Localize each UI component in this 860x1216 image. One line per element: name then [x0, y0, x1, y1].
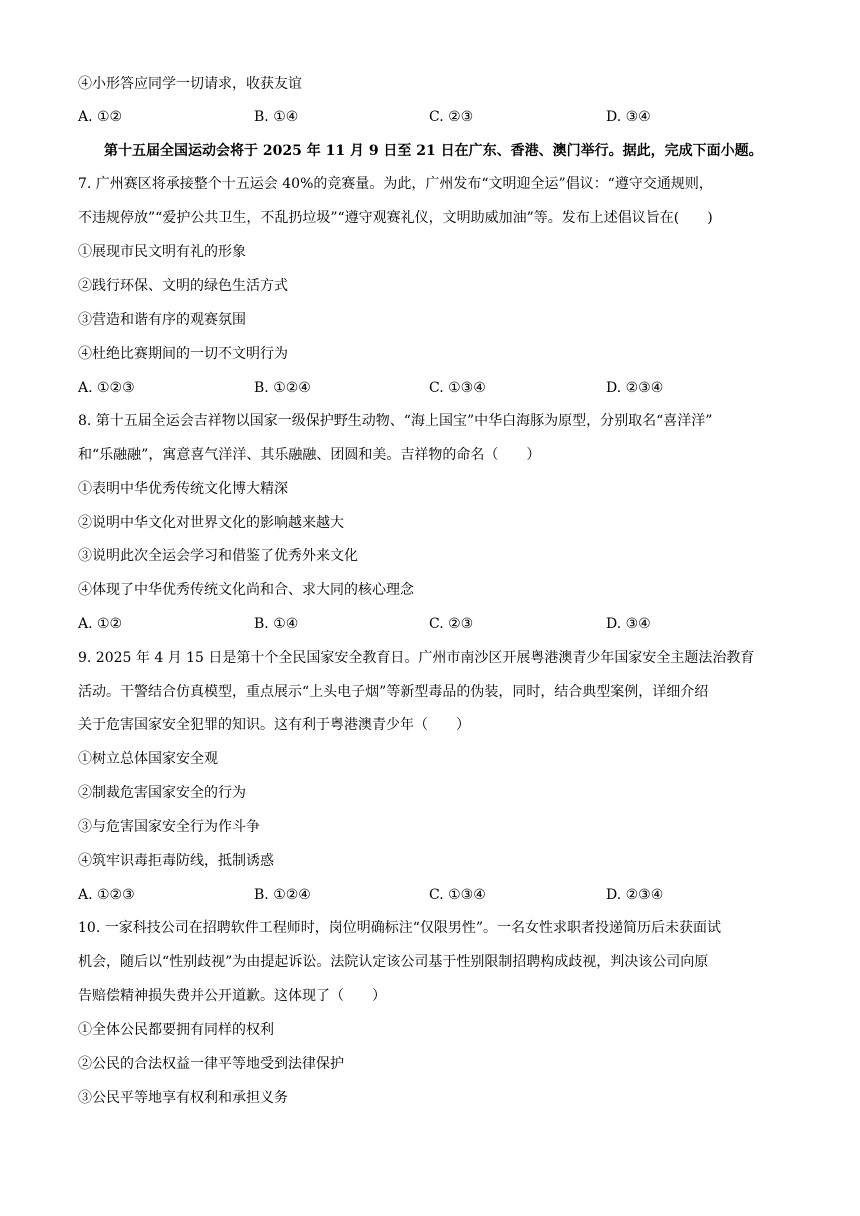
q10-stem-line-3: 告赔偿精神损失费并公开道歉。这体现了（ ） — [78, 988, 386, 1004]
q6-option-a[interactable]: A. ①② — [78, 109, 123, 125]
q8-stem-line-2: 和“乐融融”，寓意喜气洋洋、其乐融融、团圆和美。吉祥物的命名（ ） — [78, 447, 541, 463]
q6-item-4: ④小形答应同学一切请求，收获友谊 — [78, 76, 302, 92]
q7-option-c[interactable]: C. ①③④ — [429, 380, 486, 396]
q9-option-a[interactable]: A. ①②③ — [78, 887, 135, 903]
section-intro: 第十五届全国运动会将于 2025 年 11 月 9 日至 21 日在广东、香港、澳门举行。据此，完成下面小题。 — [104, 143, 763, 159]
q9-option-d[interactable]: D. ②③④ — [606, 887, 664, 903]
q10-stem-line-1: 10. 一家科技公司在招聘软件工程师时，岗位明确标注“仅限男性”。一名女性求职者投递简历后未获面试 — [78, 920, 722, 936]
q9-item-1: ①树立总体国家安全观 — [78, 751, 218, 767]
q7-item-3: ③营造和谐有序的观赛氛围 — [78, 312, 246, 328]
q10-stem-line-2: 机会，随后以“性别歧视”为由提起诉讼。法院认定该公司基于性别限制招聘构成歧视，判决该公司向原 — [78, 954, 709, 970]
q6-option-d[interactable]: D. ③④ — [606, 109, 651, 125]
q6-options — [78, 106, 778, 128]
q9-item-2: ②制裁危害国家安全的行为 — [78, 785, 246, 801]
q10-item-1: ①全体公民都要拥有同样的权利 — [78, 1022, 274, 1038]
q10-item-2: ②公民的合法权益一律平等地受到法律保护 — [78, 1056, 344, 1072]
q7-option-b[interactable]: B. ①②④ — [254, 380, 311, 396]
q9-option-b[interactable]: B. ①②④ — [254, 887, 311, 903]
q8-stem-line-1: 8. 第十五届全运会吉祥物以国家一级保护野生动物、“海上国宝”中华白海豚为原型，分别取名“喜洋洋” — [78, 413, 713, 429]
q8-option-b[interactable]: B. ①④ — [254, 616, 299, 632]
q7-stem-line-1: 7. 广州赛区将承接整个十五运会 40%的竞赛量。为此，广州发布“文明迎全运”倡议：“遵守交通规则， — [78, 176, 713, 192]
q7-item-1: ①展现市民文明有礼的形象 — [78, 244, 246, 260]
q10-item-3: ③公民平等地享有权利和承担义务 — [78, 1090, 288, 1106]
q9-item-3: ③与危害国家安全行为作斗争 — [78, 819, 260, 835]
q9-stem-line-1: 9. 2025 年 4 月 15 日是第十个全民国家安全教育日。广州市南沙区开展粤港澳青少年国家安全主题法治教育 — [78, 650, 755, 666]
q8-item-3: ③说明此次全运会学习和借鉴了优秀外来文化 — [78, 548, 358, 564]
q7-item-2: ②践行环保、文明的绿色生活方式 — [78, 278, 288, 294]
q7-stem-line-2: 不违规停放”“爱护公共卫生，不乱扔垃圾”“遵守观赛礼仪，文明助威加油”等。发布上述倡议旨在( ) — [78, 210, 713, 226]
q9-item-4: ④筑牢识毒拒毒防线，抵制诱惑 — [78, 853, 274, 869]
q8-options — [78, 613, 778, 635]
q9-stem-line-3: 关于危害国家安全犯罪的知识。这有利于粤港澳青少年（ ） — [78, 717, 470, 733]
q9-stem-line-2: 活动。干警结合仿真模型，重点展示“上头电子烟”等新型毒品的伪装，同时，结合典型案例，详细介绍 — [78, 684, 709, 700]
q6-option-c[interactable]: C. ②③ — [429, 109, 474, 125]
q7-item-4: ④杜绝比赛期间的一切不文明行为 — [78, 346, 288, 362]
q8-item-4: ④体现了中华优秀传统文化尚和合、求大同的核心理念 — [78, 582, 414, 598]
q6-option-b[interactable]: B. ①④ — [254, 109, 299, 125]
q8-item-1: ①表明中华优秀传统文化博大精深 — [78, 481, 288, 497]
q9-option-c[interactable]: C. ①③④ — [429, 887, 486, 903]
q8-option-c[interactable]: C. ②③ — [429, 616, 474, 632]
q7-options — [78, 377, 778, 399]
q7-option-d[interactable]: D. ②③④ — [606, 380, 664, 396]
q9-options — [78, 884, 778, 906]
q8-item-2: ②说明中华文化对世界文化的影响越来越大 — [78, 515, 344, 531]
q8-option-a[interactable]: A. ①② — [78, 616, 123, 632]
q8-option-d[interactable]: D. ③④ — [606, 616, 651, 632]
q7-option-a[interactable]: A. ①②③ — [78, 380, 135, 396]
